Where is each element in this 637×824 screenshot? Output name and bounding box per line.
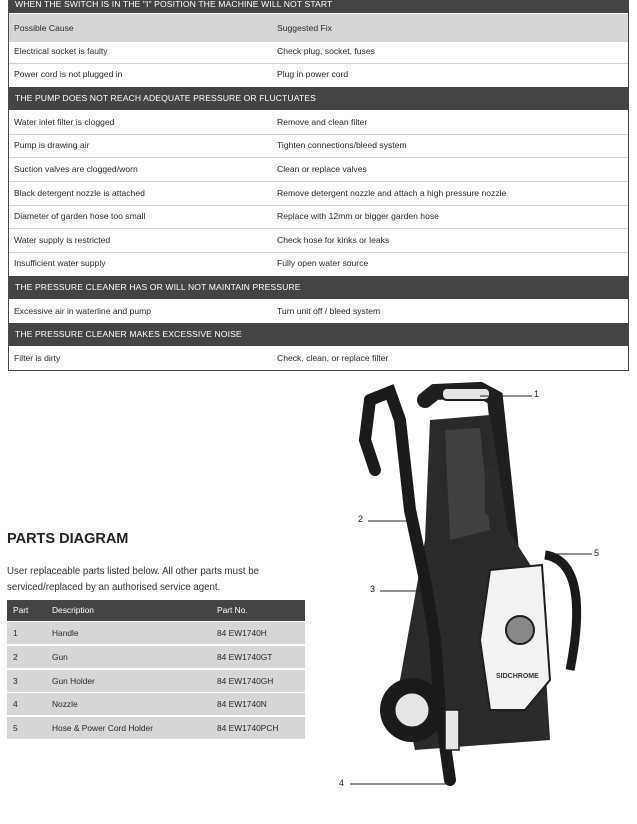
parts-header-row (7, 600, 305, 621)
lance-sleeve (445, 710, 459, 750)
troubleshooting-table (8, 0, 629, 371)
column-header-part-no: Part No. (217, 605, 248, 615)
cause-cell: Excessive air in waterline and pump (14, 306, 152, 316)
column-header-row (9, 14, 628, 42)
section-header (9, 87, 628, 110)
column-header-fix: Suggested Fix (277, 23, 332, 33)
part-number-cell: 5 (13, 723, 18, 733)
table-row (9, 40, 628, 64)
part-description-cell: Hose & Power Cord Holder (52, 723, 154, 733)
fix-cell: Clean or replace valves (277, 164, 367, 174)
pressure-washer-diagram (330, 380, 630, 800)
brand-mark: SIDCHROME (496, 673, 539, 680)
fix-cell: Check plug, socket, fuses (277, 46, 375, 56)
cause-cell: Water supply is restricted (14, 235, 111, 245)
part-code-cell: 84 EW1740GT (217, 652, 273, 662)
pressure-dial (506, 616, 534, 644)
part-code-cell: 84 EW1740PCH (217, 723, 279, 733)
fix-cell: Fully open water source (277, 258, 369, 268)
part-number-cell: 1 (13, 628, 18, 638)
nozzle-holder (485, 470, 495, 515)
handle-grip (442, 388, 490, 400)
cause-cell: Insufficient water supply (14, 258, 106, 268)
callout-4: 4 (339, 778, 345, 788)
fix-cell: Check hose for kinks or leaks (277, 235, 390, 245)
callout-1: 1 (534, 389, 540, 399)
parts-diagram-title: PARTS DIAGRAM (7, 531, 129, 547)
callout-2: 2 (358, 514, 364, 524)
part-number-cell: 3 (13, 676, 18, 686)
table-row (9, 63, 628, 86)
hose (545, 555, 577, 670)
table-row (9, 300, 628, 323)
fix-cell: Remove and clean filter (277, 117, 368, 127)
cause-cell: Pump is drawing air (14, 140, 90, 150)
table-row (9, 134, 628, 158)
table-row (7, 622, 305, 644)
part-number-cell: 4 (13, 699, 18, 709)
wheel-hub (394, 692, 430, 728)
section-title: WHEN THE SWITCH IS IN THE "I" POSITION THE MACHINE WILL NOT START (15, 0, 333, 9)
table-row (7, 670, 305, 692)
cause-cell: Filter is dirty (14, 353, 61, 363)
column-header-description: Description (52, 605, 94, 615)
table-row (9, 111, 628, 135)
part-code-cell: 84 EW1740N (217, 699, 267, 709)
fix-cell: Turn unit off / bleed system (277, 306, 381, 316)
section-header (9, 276, 628, 299)
table-row (7, 717, 305, 739)
part-description-cell: Gun (52, 652, 68, 662)
part-number-cell: 2 (13, 652, 18, 662)
section-header (9, 0, 628, 13)
section-header (9, 323, 628, 346)
callout-5: 5 (594, 548, 600, 558)
cause-cell: Power cord is not plugged in (14, 69, 123, 79)
fix-cell: Plug in power cord (277, 69, 349, 79)
table-row (9, 347, 628, 370)
parts-description: User replaceable parts listed below. All other parts must be serviced/replaced by an authorised service agent. (7, 566, 260, 593)
fix-cell: Tighten connections/bleed system (277, 140, 407, 150)
fix-cell: Check, clean, or replace filter (277, 353, 389, 363)
part-code-cell: 84 EW1740H (217, 628, 267, 638)
cause-cell: Black detergent nozzle is attached (14, 188, 145, 198)
section-title: THE PRESSURE CLEANER MAKES EXCESSIVE NOISE (15, 329, 242, 339)
part-code-cell: 84 EW1740GH (217, 676, 274, 686)
table-row (7, 693, 305, 715)
gun-trigger (365, 400, 375, 470)
callout-3: 3 (370, 584, 376, 594)
table-row (9, 182, 628, 206)
part-description-cell: Gun Holder (52, 676, 95, 686)
cause-cell: Suction valves are clogged/worn (14, 164, 138, 174)
table-row (9, 229, 628, 253)
cause-cell: Electrical socket is faulty (14, 46, 108, 56)
table-row (7, 646, 305, 668)
part-description-cell: Nozzle (52, 699, 78, 709)
fix-cell: Replace with 12mm or bigger garden hose (277, 211, 439, 221)
table-row (9, 205, 628, 229)
cause-cell: Diameter of garden hose too small (14, 211, 146, 221)
cause-cell: Water inlet filter is clogged (14, 117, 115, 127)
table-row (9, 158, 628, 182)
column-header-part: Part (13, 605, 29, 615)
section-title: THE PUMP DOES NOT REACH ADEQUATE PRESSURE OR FLUCTUATES (15, 93, 316, 103)
part-description-cell: Handle (52, 628, 79, 638)
fix-cell: Remove detergent nozzle and attach a high pressure nozzle (277, 188, 507, 198)
section-title: THE PRESSURE CLEANER HAS OR WILL NOT MAINTAIN PRESSURE (15, 282, 301, 292)
column-header-cause: Possible Cause (14, 23, 74, 33)
table-row (9, 252, 628, 275)
